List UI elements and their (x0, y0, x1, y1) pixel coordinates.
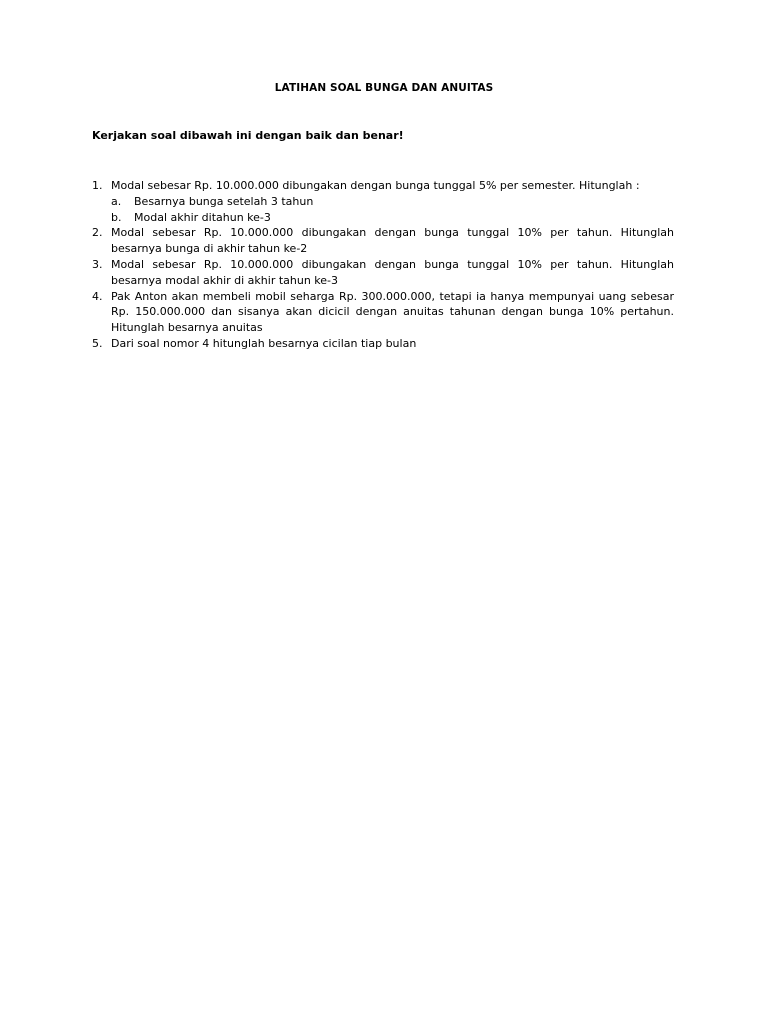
sub-question-list (111, 194, 674, 226)
sub-question-text: Modal akhir ditahun ke-3 (134, 210, 271, 224)
question-list (92, 178, 674, 352)
question-number: 4. (92, 289, 103, 303)
question-number: 5. (92, 336, 103, 350)
question-text: Modal sebesar Rp. 10.000.000 dibungakan dengan bunga tunggal 10% per tahun. Hitunglah besarnya bunga di akhir tahun ke-2 (111, 226, 674, 256)
sub-question-b (111, 210, 674, 226)
question-number: 2. (92, 226, 103, 240)
question-number: 3. (92, 257, 103, 271)
question-text: Modal sebesar Rp. 10.000.000 dibungakan dengan bunga tunggal 10% per tahun. Hitunglah besarnya modal akhir di akhir tahun ke-3 (111, 257, 674, 287)
sub-question-letter: b. (111, 210, 122, 224)
question-item-3 (92, 257, 674, 289)
question-item-1 (92, 178, 674, 225)
question-text: Pak Anton akan membeli mobil seharga Rp. 300.000.000, tetapi ia hanya mempunyai uang sebesar Rp. 150.000.000 dan sisanya akan dicicil dengan anuitas tahunan dengan bunga 10% pertahun. Hitunglah besarnya anuitas (111, 289, 674, 335)
question-item-4 (92, 289, 674, 336)
question-number: 1. (92, 179, 103, 192)
question-item-5 (92, 336, 674, 352)
instruction-text: Kerjakan soal dibawah ini dengan baik dan benar! (92, 129, 404, 142)
sub-question-letter: a. (111, 194, 122, 208)
question-text: Dari soal nomor 4 hitunglah besarnya cicilan tiap bulan (111, 336, 417, 350)
sub-question-text: Besarnya bunga setelah 3 tahun (134, 194, 314, 208)
question-text: Modal sebesar Rp. 10.000.000 dibungakan dengan bunga tunggal 5% per semester. Hitunglah : (111, 179, 640, 192)
sub-question-a (111, 194, 674, 210)
document-title: LATIHAN SOAL BUNGA DAN ANUITAS (274, 82, 494, 94)
question-item-2 (92, 225, 674, 257)
